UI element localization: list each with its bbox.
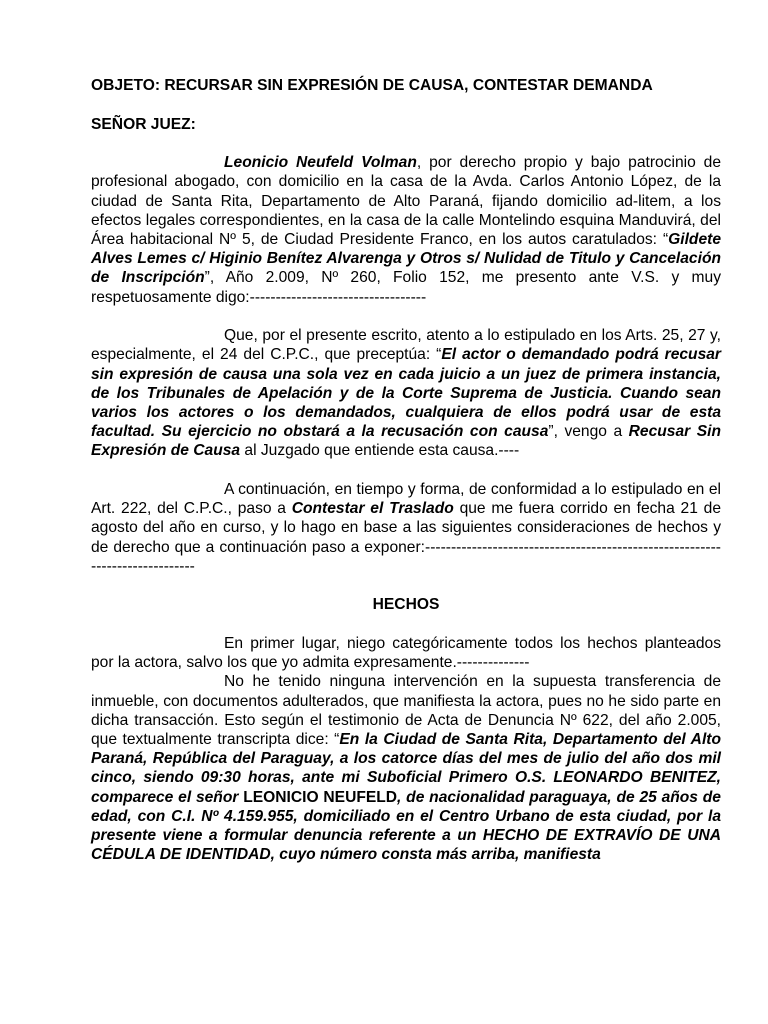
testimony-quote-1: En la Ciudad de Santa Rita, Departamento del Alto Paraná, República del Paraguay, a los catorce días del mes de julio del año dos mil cinco, siendo 09:30 horas, ante mi Suboficial Primero O.S. LEONARDO BENITEZ, comparece el señor: [91, 731, 721, 806]
paragraph-testimony: [91, 672, 721, 864]
paragraph-denial: En primer lugar, niego categóricamente todos los hechos planteados por la actora, salvo los que yo admita expresamente.--------------: [91, 635, 721, 672]
paragraph-presentation: [91, 153, 721, 307]
section-title-hechos: HECHOS: [372, 596, 440, 614]
answer-text-2: que me fuera corrido en fecha 21 de agosto del año en curso, y lo hago en base a las siguientes consideraciones de hechos y de derecho que a continuación paso a exponer:-----------------------------------------------------------------------------: [91, 500, 721, 575]
recusal-text-3: al Juzgado que entiende esta causa.----: [240, 442, 520, 460]
presentation-text-2: ”, Año 2.009, Nº 260, Folio 152, me presento ante V.S. y muy respetuosamente digo:----------------------------------: [91, 269, 722, 306]
paragraph-answer: [91, 480, 721, 576]
answer-text-1: A continuación, en tiempo y forma, de conformidad a lo estipulado en el Art. 222, del C.P.C., paso a: [91, 481, 721, 518]
document-subject: OBJETO: RECURSAR SIN EXPRESIÓN DE CAUSA, CONTESTAR DEMANDA: [91, 77, 653, 94]
legal-quote: El actor o demandado podrá recusar sin expresión de causa una sola vez en cada juicio a un juez de primera instancia, de los Tribunales de Apelación y de la Corte Suprema de Justicia. Cuando sean varios los actores o los demandados, cualquiera de ellos podrá usar de esta facultad. Su ejercicio no obstará a la recusación con causa: [91, 346, 722, 441]
testimony-quote-2: , de nacionalidad paraguaya, de 25 años de edad, con C.I. Nº 4.159.955, domiciliado en el Centro Urbano de esta ciudad, por la presente viene a formular denuncia referente a un HECHO DE EXTRAVÍO DE UNA CÉDULA DE IDENTIDAD, cuyo número consta más arriba, manifiesta: [91, 788, 721, 864]
petitioner-name: Leonicio Neufeld Volman: [224, 154, 417, 172]
recusal-action: Recusar Sin Expresión de Causa: [91, 423, 722, 460]
presentation-text-1: , por derecho propio y bajo patrocinio de profesional abogado, con domicilio en la casa de la Avda. Carlos Antonio López, de la ciudad de Santa Rita, Departamento de Alto Paraná, fijando domicilio ad-litem, a los efectos legales correspondientes, en la casa de la calle Montelindo esquina Manduvirá, del Área habitacional Nº 5, de Ciudad Presidente Franco, en los autos caratulados: “: [91, 154, 722, 248]
salutation: SEÑOR JUEZ:: [91, 115, 196, 133]
case-caption: Gildete Alves Lemes c/ Higinio Benítez Alvarenga y Otros s/ Nulidad de Titulo y Cancelación de Inscripción: [91, 231, 721, 287]
document-page: [91, 76, 721, 864]
testimony-text: No he tenido ninguna intervención en la supuesta transferencia de inmueble, con documentos adulterados, que manifiesta la actora, pues no he sido parte en dicha transacción. Esto según el testimonio de Acta de Denuncia Nº 622, del año 2.005, que textualmente transcripta dice: “: [91, 673, 721, 749]
recusal-text-2: ”, vengo a: [548, 423, 629, 441]
paragraph-recusal: [91, 326, 721, 460]
recusal-text-1: Que, por el presente escrito, atento a lo estipulado en los Arts. 25, 27 y, especialmente, el 24 del C.P.C., que preceptúa: “: [91, 327, 721, 364]
answer-action: Contestar el Traslado: [291, 500, 454, 518]
testimony-quote-name: LEONICIO NEUFELD: [243, 788, 398, 806]
